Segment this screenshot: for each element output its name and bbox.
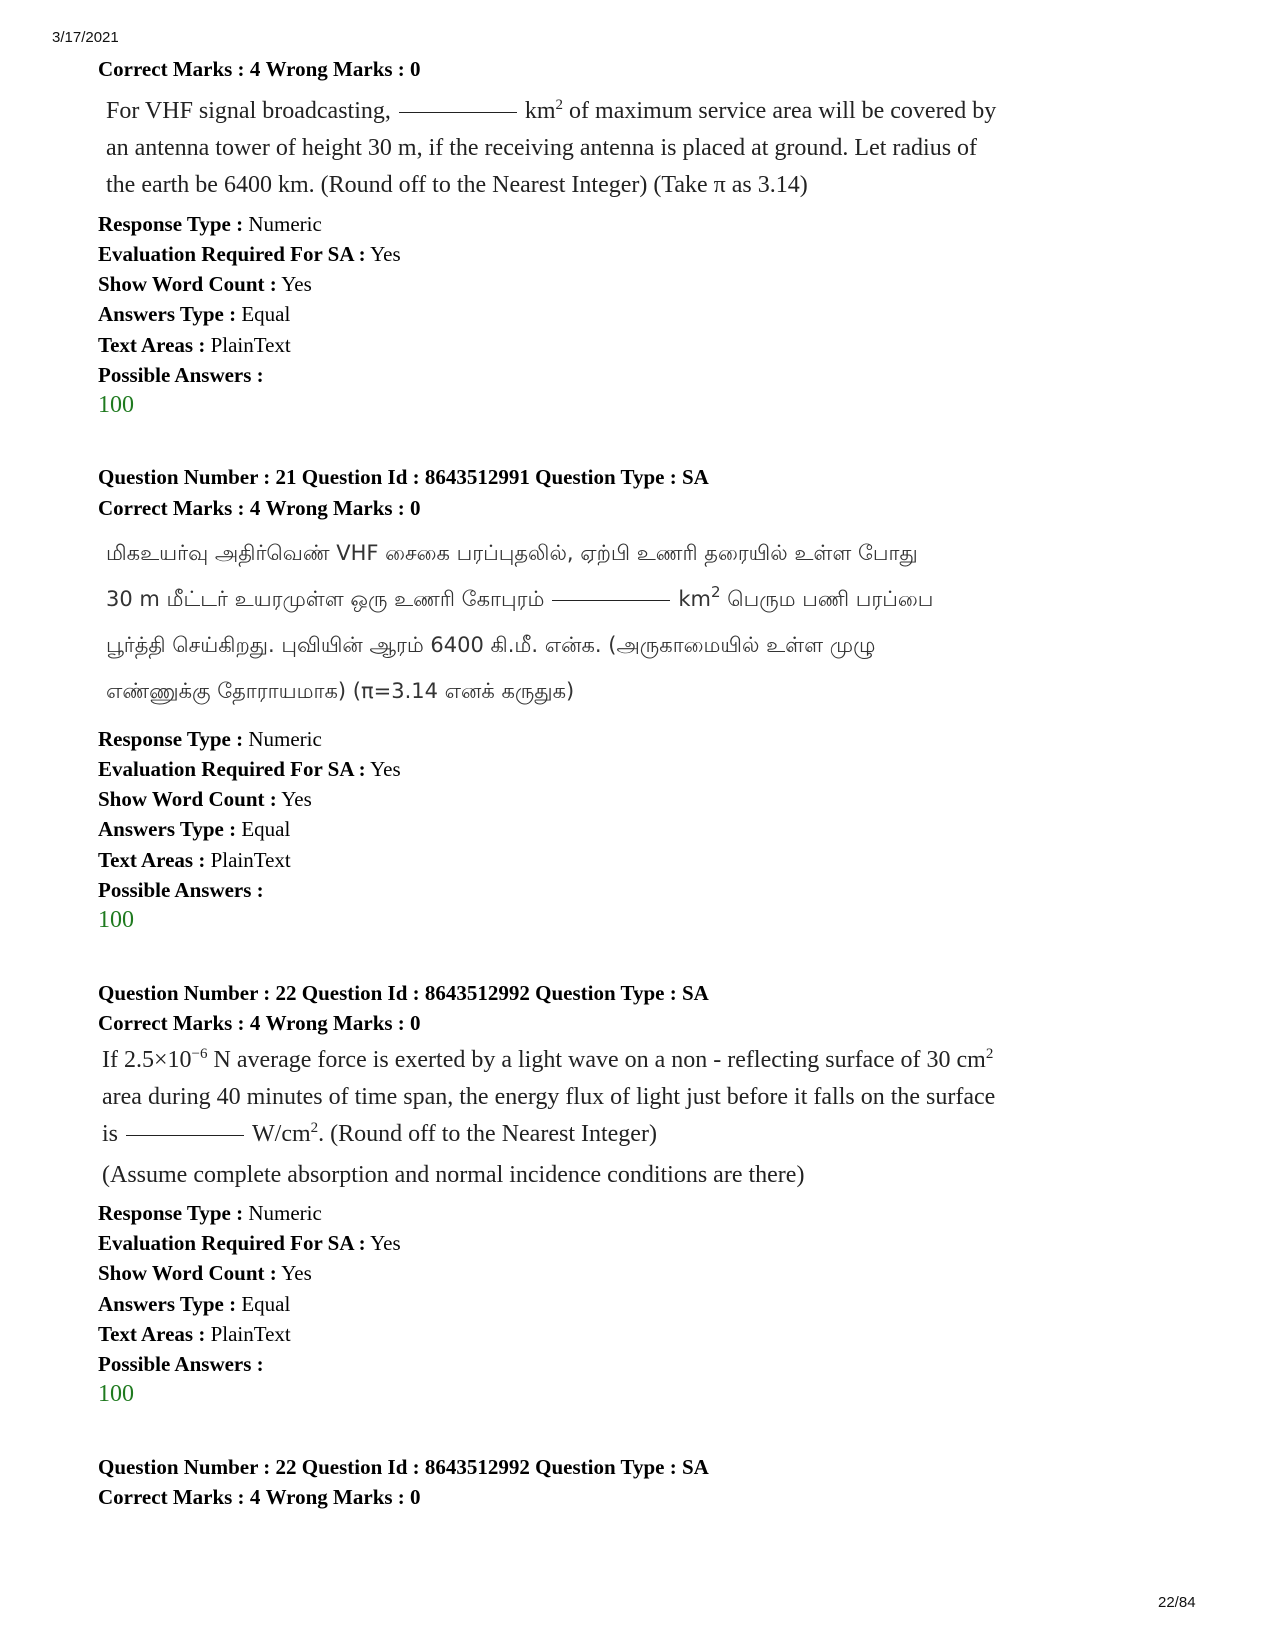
evaluation-required: Evaluation Required For SA : Yes [98,1231,401,1255]
text-areas: Text Areas : PlainText [98,848,291,872]
print-date: 3/17/2021 [52,29,119,46]
possible-answers-label: Possible Answers : [98,878,264,902]
evaluation-required: Evaluation Required For SA : Yes [98,242,401,266]
marks-line: Correct Marks : 4 Wrong Marks : 0 [98,1011,421,1035]
page-number: 22/84 [1158,1594,1196,1611]
text-areas: Text Areas : PlainText [98,333,291,357]
question-header: Question Number : 22 Question Id : 8643512992 Question Type : SA [98,981,709,1005]
answer-blank [399,111,517,113]
response-type: Response Type : Numeric [98,727,322,751]
marks-line: Correct Marks : 4 Wrong Marks : 0 [98,57,421,81]
answer-blank [552,599,670,601]
marks-line: Correct Marks : 4 Wrong Marks : 0 [98,496,421,520]
answers-type: Answers Type : Equal [98,302,291,326]
response-type: Response Type : Numeric [98,1201,322,1225]
possible-answers-label: Possible Answers : [98,1352,264,1376]
answer-blank [126,1134,244,1136]
question-header: Question Number : 21 Question Id : 8643512991 Question Type : SA [98,465,709,489]
question-header: Question Number : 22 Question Id : 8643512992 Question Type : SA [98,1455,709,1479]
possible-answer: 100 [98,1381,134,1407]
possible-answers-label: Possible Answers : [98,363,264,387]
show-word-count: Show Word Count : Yes [98,1261,312,1285]
question-text: For VHF signal broadcasting, $km^2$ of maximum service area will be covered by an antenna tower of height 30 m, if the receiving antenna is placed at ground. Let radius of the earth be 6400 km. (Round off to the Nearest Integer) (Take π as 3.14) [106,97,997,198]
text-areas: Text Areas : PlainText [98,1322,291,1346]
answers-type: Answers Type : Equal [98,1292,291,1316]
answers-type: Answers Type : Equal [98,817,291,841]
response-type: Response Type : Numeric [98,212,322,236]
question-text-tamil: மிகஉயர்வு அதிர்வெண் VHF சைகை பரப்புதலில், ஏற்பி உணரி தரையில் உள்ள போது 30 m மீட்டர் உயரமுள்ள ஒரு உணரி கோபுரம் $km^2$ பெரும பணி பரப்பை பூர்த்தி செய்கிறது. புவியின் ஆரம் 6400 கி.மீ. என்க. (அருகாமையில் உள்ள முழு எண்ணுக்கு தோராயமாக) (π=3.14 எனக் கருதுக) [106,541,934,703]
evaluation-required: Evaluation Required For SA : Yes [98,757,401,781]
possible-answer: 100 [98,392,134,418]
marks-line: Correct Marks : 4 Wrong Marks : 0 [98,1485,421,1509]
show-word-count: Show Word Count : Yes [98,787,312,811]
show-word-count: Show Word Count : Yes [98,272,312,296]
possible-answer: 100 [98,907,134,933]
question-text: If $2.5\times 10^{-6}$ N average force is exerted by a light wave on a non - reflecting surface of 30 $cm^2$ area during 40 minutes of time span, the energy flux of light just before it falls on the surface is $W/cm^2$. (Round off to the Nearest Integer) (Assume complete absorption and normal incidence conditions are there) [102,1046,996,1188]
